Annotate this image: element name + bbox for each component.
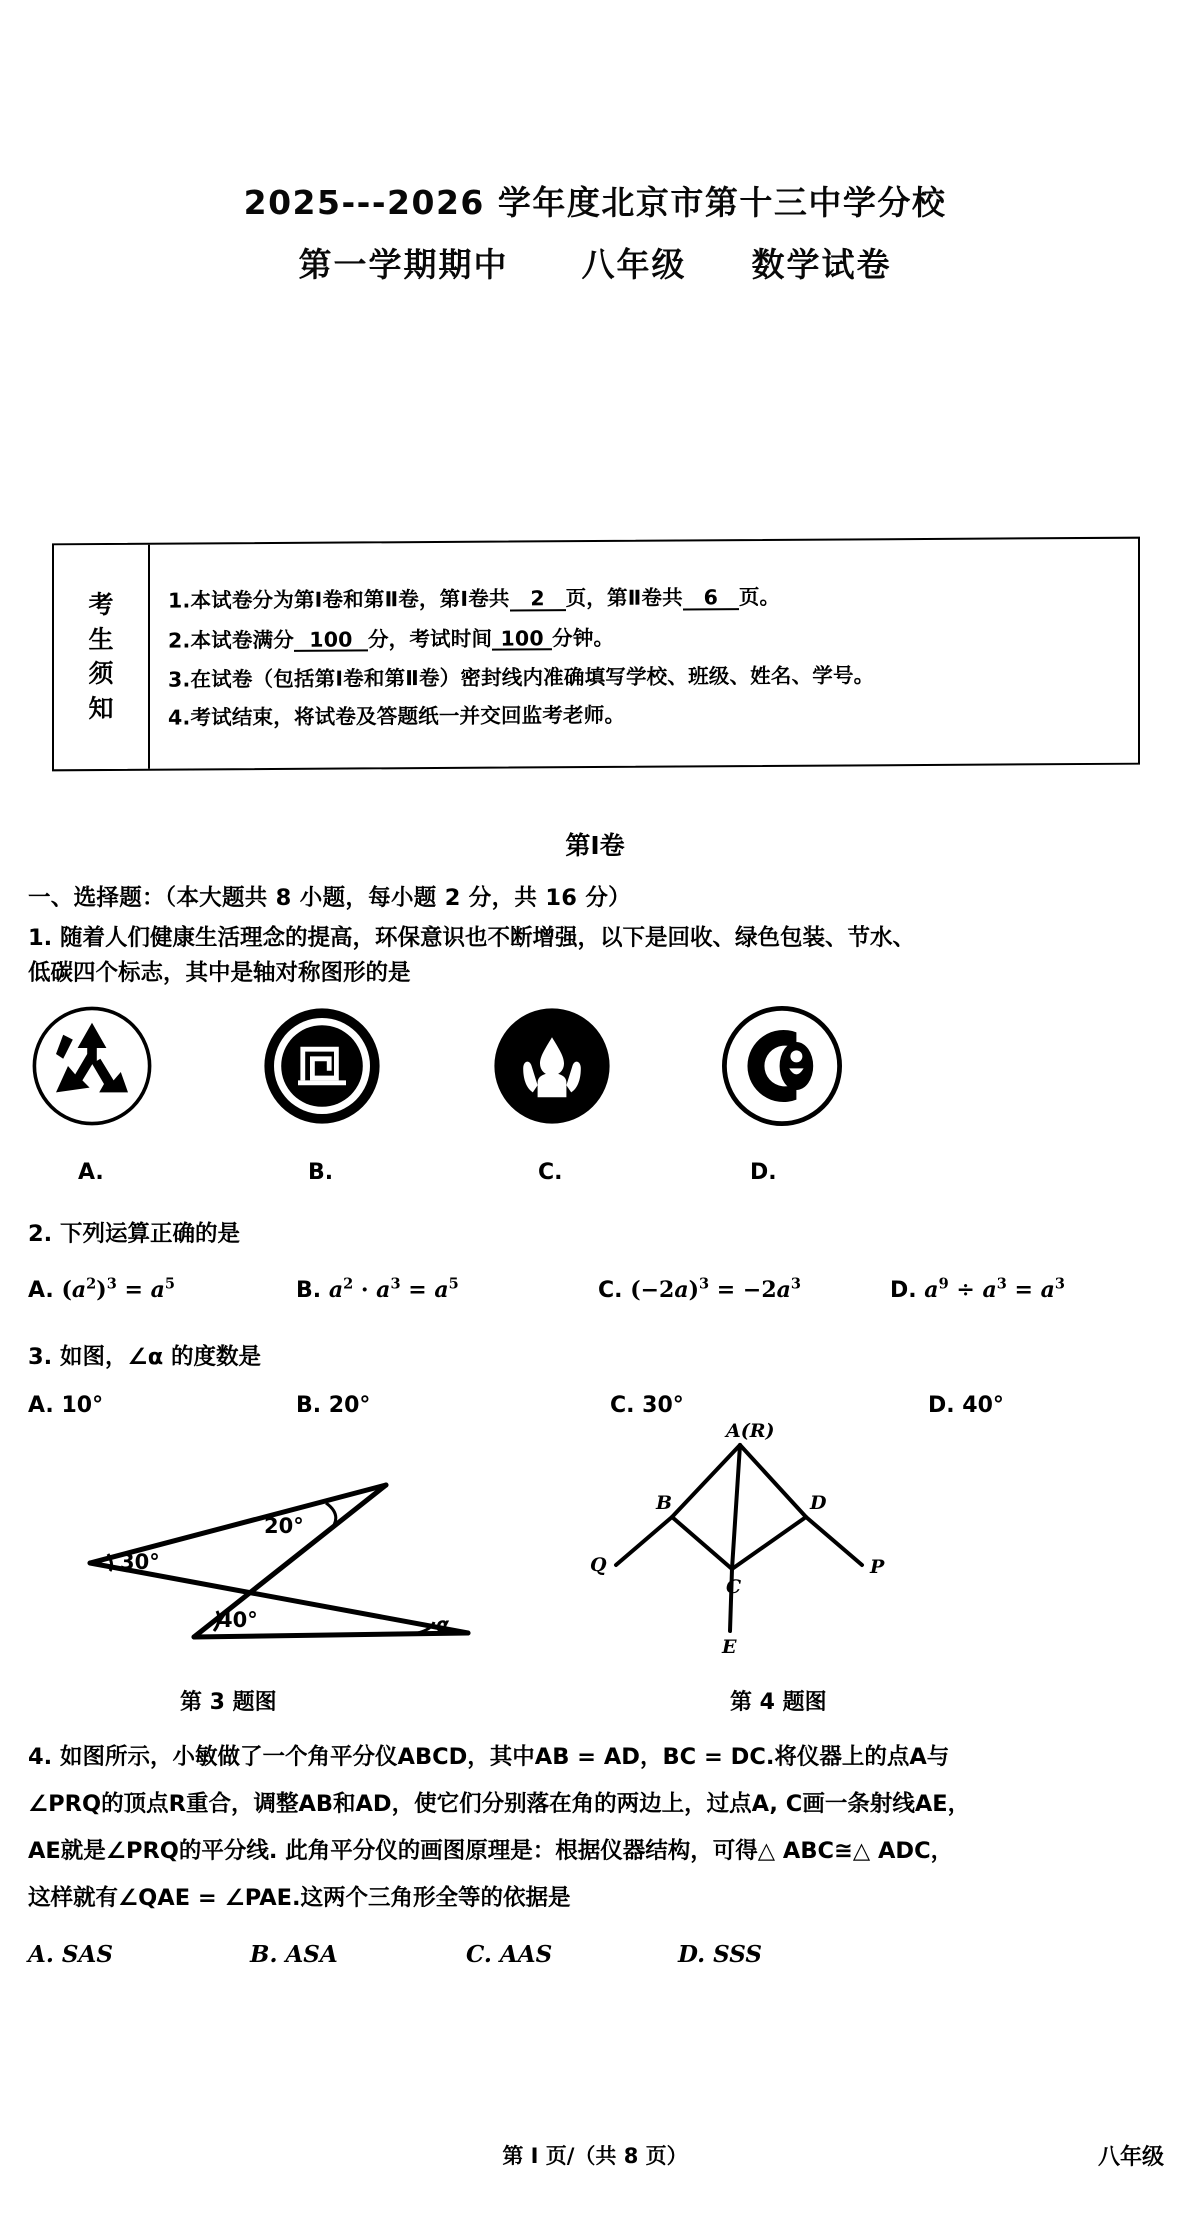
question-1-figures <box>0 1006 1190 1156</box>
question-1-option-a-figure <box>32 1006 152 1126</box>
notice-1-post: 页。 <box>738 584 781 610</box>
figure-4-point-e: E <box>722 1636 737 1659</box>
question-1-option-labels <box>0 1160 1190 1194</box>
page-number: 第 I 页/（共 8 页） <box>502 2144 688 2168</box>
question-2-option-b-expr: $a^2 \cdot a^3 = a^5$ <box>328 1275 459 1303</box>
notice-label <box>54 545 150 770</box>
question-2-option-c-label: C. <box>598 1277 623 1303</box>
exam-duration-blank: 100 <box>492 628 552 651</box>
notice-2-pre: 2.本试卷满分 <box>168 627 294 653</box>
question-3-option-b: B. 20° <box>296 1393 371 1419</box>
question-4-text-line-3: AE就是∠PRQ的平分线. 此角平分仪的画图原理是：根据仪器结构，可得△ ABC≅△ ADC， <box>28 1838 954 1865</box>
question-2-option-c <box>598 1277 801 1303</box>
question-2-option-d-label: D. <box>890 1277 917 1303</box>
question-3-text: 3. 如图，∠α 的度数是 <box>28 1343 261 1370</box>
question-4-text-line-2: ∠PRQ的顶点R重合，调整AB和AD，使它们分别落在角的两边上，过点A, C画一条射线AE， <box>28 1791 971 1818</box>
figure-4-point-p: P <box>870 1556 885 1579</box>
question-2-option-d <box>890 1277 1065 1303</box>
notice-label-char: 考 <box>88 589 114 620</box>
pages-part1-blank: 2 <box>510 588 566 611</box>
question-1-label-b: B. <box>308 1159 334 1185</box>
figure-4-point-q: Q <box>590 1554 607 1577</box>
figure-4-point-c: C <box>726 1576 742 1599</box>
question-1-option-c-figure <box>492 1006 612 1126</box>
notice-item-4: 4.考试结束，将试卷及答题纸一并交回监考老师。 <box>168 702 626 730</box>
title-subject: 数学试卷 <box>751 244 892 284</box>
question-2-option-a <box>28 1277 175 1303</box>
question-2-option-a-label: A. <box>28 1277 54 1303</box>
notice-frame <box>52 537 1140 772</box>
question-2-option-d-expr: $a^9 \div a^3 = a^3$ <box>924 1275 1065 1303</box>
notice-1-pre: 1.本试卷分为第Ⅰ卷和第Ⅱ卷，第Ⅰ卷共 <box>168 586 510 613</box>
title-term: 第一学期期中 <box>298 244 509 284</box>
question-4-option-c: C. AAS <box>466 1940 553 1968</box>
question-1-label-c: C. <box>538 1159 563 1185</box>
figures-row <box>0 1420 1190 1683</box>
question-3-figure <box>68 1441 488 1651</box>
question-2-options <box>28 1277 1190 1311</box>
notice-body <box>150 539 1138 769</box>
title-grade: 八年级 <box>581 244 687 284</box>
title-line-1: 2025---2026 学年度北京市第十三中学分校 <box>243 183 947 222</box>
question-4-text-line-1: 4. 如图所示，小敏做了一个角平分仪ABCD，其中AB = AD，BC = DC.将仪器上的点A与 <box>28 1744 950 1771</box>
recycle-logo-icon <box>32 1006 152 1126</box>
figure-3-angle-40: 40° <box>218 1608 258 1633</box>
question-3-option-a: A. 10° <box>28 1393 104 1419</box>
figure-4-point-d: D <box>810 1492 827 1515</box>
question-4-options <box>28 1941 1190 1975</box>
figure-4-point-b: B <box>656 1492 673 1515</box>
question-1-option-b-figure <box>262 1006 382 1126</box>
notice-2-mid: 分，考试时间 <box>367 626 493 651</box>
figure-3-caption: 第 3 题图 <box>180 1690 277 1716</box>
low-carbon-logo-icon <box>722 1006 842 1126</box>
question-4-text-line-4: 这样就有∠QAE = ∠PAE.这两个三角形全等的依据是 <box>28 1884 571 1911</box>
exam-notice-box <box>52 540 1140 768</box>
notice-label-char: 须 <box>88 658 114 689</box>
section-heading-multiple-choice: 一、选择题：（本大题共 8 小题，每小题 2 分，共 16 分） <box>28 885 631 911</box>
question-1-text-line-1: 1. 随着人们健康生活理念的提高，环保意识也不断增强，以下是回收、绿色包装、节水、 <box>28 925 916 951</box>
question-1-label-a: A. <box>78 1159 104 1185</box>
question-4-figure <box>580 1419 910 1669</box>
green-packaging-logo-icon <box>262 1006 382 1126</box>
page-footer <box>0 2140 1190 2180</box>
question-2-option-b <box>296 1277 459 1303</box>
pages-part2-blank: 6 <box>683 587 739 610</box>
figure-4-point-a: A(R) <box>726 1420 775 1443</box>
total-score-blank: 100 <box>294 629 368 652</box>
question-1-text-line-2: 低碳四个标志，其中是轴对称图形的是 <box>28 959 411 986</box>
figure-3-angle-30: 30° <box>120 1550 160 1575</box>
figure-3-angle-20: 20° <box>264 1514 304 1539</box>
water-saving-logo-icon <box>492 1006 612 1126</box>
title-line-2 <box>0 240 1190 290</box>
notice-label-char: 知 <box>88 693 114 723</box>
notice-item-2 <box>168 616 1120 661</box>
notice-1-mid: 页，第Ⅱ卷共 <box>565 585 683 611</box>
figure-4-caption: 第 4 题图 <box>730 1690 827 1716</box>
question-4-option-d: D. SSS <box>678 1940 762 1968</box>
question-2-option-b-label: B. <box>296 1277 322 1303</box>
part-one-heading: 第Ⅰ卷 <box>565 831 625 860</box>
question-3-option-d: D. 40° <box>928 1393 1004 1419</box>
page-title <box>0 178 1190 289</box>
exam-body <box>0 790 1190 1975</box>
notice-label-char: 生 <box>88 624 114 654</box>
question-2-option-a-expr: $(a^2)^3 = a^5$ <box>61 1275 175 1303</box>
figure-captions <box>0 1685 1190 1719</box>
footer-grade-label: 八年级 <box>1097 2145 1164 2170</box>
question-1-label-d: D. <box>750 1159 777 1185</box>
notice-item-3: 3.在试卷（包括第Ⅰ卷和第Ⅱ卷）密封线内准确填写学校、班级、姓名、学号。 <box>168 663 875 692</box>
question-3-option-c: C. 30° <box>610 1393 684 1419</box>
notice-2-post: 分钟。 <box>552 625 615 650</box>
figure-3-angle-alpha: α <box>436 1614 450 1637</box>
notice-item-1 <box>168 577 1120 622</box>
question-4-option-b: B. ASA <box>250 1940 338 1968</box>
question-2-option-c-expr: $(-2a)^3 = -2a^3$ <box>630 1275 802 1303</box>
question-1-option-d-figure <box>722 1006 842 1126</box>
exam-page <box>0 178 1190 2216</box>
question-2-text: 2. 下列运算正确的是 <box>28 1220 241 1247</box>
question-4-option-a: A. SAS <box>28 1940 113 1968</box>
